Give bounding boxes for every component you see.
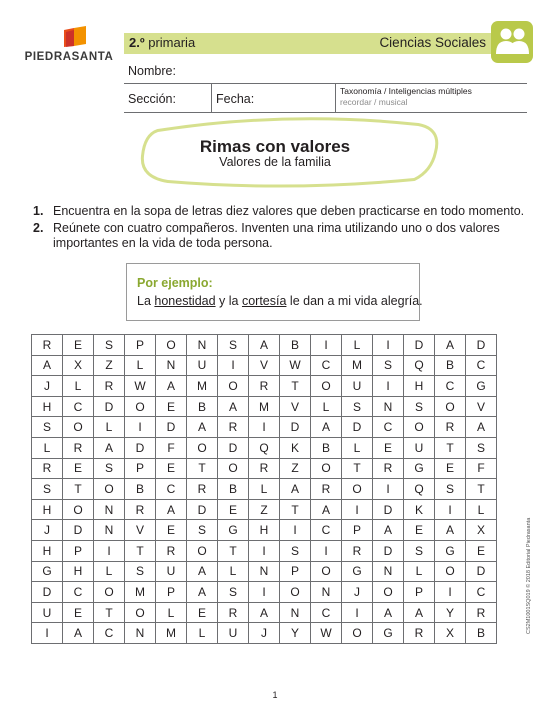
grid-cell[interactable]: R (32, 335, 63, 356)
example-value-2: cortesía (241, 294, 287, 308)
grid-cell[interactable]: U (187, 355, 218, 376)
grid-cell[interactable]: G (342, 561, 373, 582)
grid-cell[interactable]: U (32, 602, 63, 623)
grid-cell[interactable]: O (311, 458, 342, 479)
grid-cell[interactable]: C (311, 355, 342, 376)
example-heading: Por ejemplo: (137, 276, 213, 290)
grid-cell[interactable]: V (125, 520, 156, 541)
word-search-grid[interactable] (31, 334, 497, 644)
grid-cell[interactable]: N (125, 623, 156, 644)
example-sentence: La honestidad y la cortesía le dan a mi vida alegría. (137, 294, 423, 308)
divider (211, 84, 212, 112)
grid-cell[interactable]: O (94, 582, 125, 603)
grid-cell[interactable]: Q (404, 355, 435, 376)
grid-cell[interactable]: A (249, 602, 280, 623)
grid-cell[interactable]: I (435, 582, 466, 603)
example-value-1: honestidad (154, 294, 216, 308)
grid-cell[interactable]: D (373, 499, 404, 520)
grid-cell[interactable]: R (311, 479, 342, 500)
grid-cell[interactable]: A (187, 417, 218, 438)
grid-cell[interactable]: M (125, 582, 156, 603)
grid-cell[interactable]: L (466, 499, 497, 520)
grid-cell[interactable]: B (218, 479, 249, 500)
grid-cell[interactable]: D (218, 437, 249, 458)
instruction-2: 2. Reúnete con cuatro compañeros. Inventen una rima utilizando uno o dos valores (33, 221, 500, 235)
grid-cell[interactable]: M (342, 355, 373, 376)
grid-cell[interactable]: T (435, 437, 466, 458)
grid-cell[interactable]: I (94, 540, 125, 561)
grid-cell[interactable]: N (156, 355, 187, 376)
grid-cell[interactable]: A (218, 396, 249, 417)
grid-cell[interactable]: E (63, 458, 94, 479)
divider (335, 84, 336, 112)
grid-cell[interactable]: L (218, 561, 249, 582)
grid-cell[interactable]: R (218, 602, 249, 623)
grid-cell[interactable]: F (156, 437, 187, 458)
grid-cell[interactable]: R (435, 417, 466, 438)
grid-cell[interactable]: T (466, 479, 497, 500)
grid-cell[interactable]: A (435, 520, 466, 541)
grid-cell[interactable]: L (94, 561, 125, 582)
grid-cell[interactable]: R (249, 376, 280, 397)
grid-cell[interactable]: M (156, 623, 187, 644)
grid-cell[interactable]: S (94, 335, 125, 356)
book-logo-icon (62, 26, 88, 48)
grid-cell[interactable]: V (466, 396, 497, 417)
grid-cell[interactable]: A (311, 417, 342, 438)
grid-cell[interactable]: I (280, 520, 311, 541)
grid-cell[interactable]: K (404, 499, 435, 520)
grid-cell[interactable]: P (156, 582, 187, 603)
grid-cell[interactable]: T (280, 376, 311, 397)
grid-cell[interactable]: S (466, 437, 497, 458)
grid-cell[interactable]: R (404, 623, 435, 644)
grid-cell[interactable]: Z (280, 458, 311, 479)
grid-cell[interactable]: X (466, 520, 497, 541)
grid-cell[interactable]: O (218, 458, 249, 479)
grid-cell[interactable]: I (311, 540, 342, 561)
grid-cell[interactable]: A (404, 602, 435, 623)
grid-cell[interactable]: O (435, 396, 466, 417)
grid-row (32, 561, 497, 582)
grid-cell[interactable]: S (342, 396, 373, 417)
fecha-label: Fecha: (216, 92, 255, 106)
grid-cell[interactable]: J (32, 520, 63, 541)
grid-cell[interactable]: R (32, 458, 63, 479)
grid-cell[interactable]: C (94, 623, 125, 644)
grid-cell[interactable]: I (249, 540, 280, 561)
seccion-label: Sección: (128, 92, 176, 106)
grid-cell[interactable]: L (32, 437, 63, 458)
grid-cell[interactable]: D (125, 437, 156, 458)
grid-cell[interactable]: S (32, 479, 63, 500)
grid-cell[interactable]: I (342, 602, 373, 623)
grid-cell[interactable]: N (373, 561, 404, 582)
instruction-2-cont: importantes en la vida de toda persona. (53, 236, 273, 250)
grid-cell[interactable]: E (156, 396, 187, 417)
grid-cell[interactable]: N (280, 602, 311, 623)
taxonomy-values: recordar / musical (340, 97, 408, 107)
grid-cell[interactable]: Z (94, 355, 125, 376)
grid-cell[interactable]: A (156, 376, 187, 397)
grid-row (32, 540, 497, 561)
grid-cell[interactable]: N (187, 335, 218, 356)
grade-label: 2.º primaria (129, 35, 196, 50)
grid-cell[interactable]: D (466, 561, 497, 582)
grid-cell[interactable]: O (63, 499, 94, 520)
grid-cell[interactable]: S (404, 396, 435, 417)
grid-cell[interactable]: N (94, 520, 125, 541)
grid-cell[interactable]: A (187, 582, 218, 603)
grid-cell[interactable]: D (342, 417, 373, 438)
grid-cell[interactable]: O (342, 623, 373, 644)
grid-cell[interactable]: O (404, 417, 435, 438)
grid-cell[interactable]: I (373, 335, 404, 356)
nombre-label: Nombre: (128, 64, 176, 78)
grid-cell[interactable]: G (218, 520, 249, 541)
grid-cell[interactable]: A (32, 355, 63, 376)
grid-cell[interactable]: H (32, 540, 63, 561)
grid-cell[interactable]: M (249, 396, 280, 417)
grid-cell[interactable]: J (342, 582, 373, 603)
grid-cell[interactable]: H (32, 396, 63, 417)
grid-cell[interactable]: B (311, 437, 342, 458)
grid-row (32, 479, 497, 500)
page-title: Rimas con valores (199, 137, 351, 156)
grid-cell[interactable]: F (466, 458, 497, 479)
grid-cell[interactable]: B (125, 479, 156, 500)
grid-cell[interactable]: E (187, 602, 218, 623)
grid-cell[interactable]: V (280, 396, 311, 417)
grid-cell[interactable]: R (218, 417, 249, 438)
page-number: 1 (272, 690, 278, 700)
grid-cell[interactable]: W (125, 376, 156, 397)
grid-cell[interactable]: R (63, 437, 94, 458)
grid-cell[interactable]: E (156, 520, 187, 541)
grid-cell[interactable]: A (373, 520, 404, 541)
grid-cell[interactable]: Q (404, 479, 435, 500)
grid-cell[interactable]: J (249, 623, 280, 644)
grid-cell[interactable]: I (373, 376, 404, 397)
grid-cell[interactable]: O (94, 479, 125, 500)
grid-row (32, 458, 497, 479)
grid-cell[interactable]: T (63, 479, 94, 500)
grid-cell[interactable]: B (187, 396, 218, 417)
grid-cell[interactable]: I (311, 335, 342, 356)
grid-cell[interactable]: R (249, 458, 280, 479)
grid-cell[interactable]: N (373, 396, 404, 417)
grid-cell[interactable]: I (249, 417, 280, 438)
grid-cell[interactable]: W (280, 355, 311, 376)
grid-cell[interactable]: S (32, 417, 63, 438)
grid-cell[interactable]: I (342, 499, 373, 520)
grid-cell[interactable]: O (187, 437, 218, 458)
grid-cell[interactable]: S (125, 561, 156, 582)
grid-cell[interactable]: T (218, 540, 249, 561)
document-code: CS2M1001SQ019 © 2018 Editorial Piedrasanta (526, 517, 532, 634)
grid-cell[interactable]: N (94, 499, 125, 520)
page-subtitle: Valores de la familia (219, 155, 331, 169)
grid-cell[interactable]: E (466, 540, 497, 561)
grid-cell[interactable]: R (373, 458, 404, 479)
grid-cell[interactable]: A (373, 602, 404, 623)
grid-cell[interactable]: S (218, 335, 249, 356)
grid-cell[interactable]: E (63, 602, 94, 623)
grid-row (32, 335, 497, 356)
grid-cell[interactable]: D (32, 582, 63, 603)
grid-cell[interactable]: D (156, 417, 187, 438)
grid-cell[interactable]: S (280, 540, 311, 561)
grid-cell[interactable]: D (404, 335, 435, 356)
grid-cell[interactable]: Y (435, 602, 466, 623)
grid-cell[interactable]: P (280, 561, 311, 582)
grid-cell[interactable]: L (156, 602, 187, 623)
grid-cell[interactable]: D (94, 396, 125, 417)
grid-cell[interactable]: E (218, 499, 249, 520)
grid-cell[interactable]: L (94, 417, 125, 438)
grid-cell[interactable]: K (280, 437, 311, 458)
grid-cell[interactable]: A (249, 335, 280, 356)
grid-cell[interactable]: O (63, 417, 94, 438)
grid-cell[interactable]: L (249, 479, 280, 500)
grid-cell[interactable]: P (125, 458, 156, 479)
grid-row (32, 376, 497, 397)
grid-cell[interactable]: D (373, 540, 404, 561)
grid-cell[interactable]: C (435, 376, 466, 397)
grid-cell[interactable]: A (435, 335, 466, 356)
nombre-line[interactable] (124, 83, 527, 84)
grid-cell[interactable]: R (125, 499, 156, 520)
grid-cell[interactable]: O (311, 561, 342, 582)
grid-cell[interactable]: O (280, 582, 311, 603)
people-icon (491, 21, 533, 63)
grid-cell[interactable]: I (218, 355, 249, 376)
grid-cell[interactable]: S (187, 520, 218, 541)
grid-cell[interactable]: E (404, 520, 435, 541)
grid-cell[interactable]: H (32, 499, 63, 520)
grid-cell[interactable]: D (466, 335, 497, 356)
grid-cell[interactable]: P (63, 540, 94, 561)
subject-label: Ciencias Sociales (379, 35, 486, 50)
grid-cell[interactable]: H (249, 520, 280, 541)
grid-cell[interactable]: O (125, 396, 156, 417)
grid-cell[interactable]: C (311, 520, 342, 541)
grid-cell[interactable]: A (94, 437, 125, 458)
grid-cell[interactable]: G (373, 623, 404, 644)
grid-cell[interactable]: X (63, 355, 94, 376)
grid-cell[interactable]: L (125, 355, 156, 376)
grid-cell[interactable]: L (187, 623, 218, 644)
grid-cell[interactable]: M (187, 376, 218, 397)
grade-subject-bar (124, 33, 492, 54)
grid-cell[interactable]: S (435, 479, 466, 500)
grid-cell[interactable]: U (342, 376, 373, 397)
taxonomy-label: Taxonomía / Inteligencias múltiples (340, 86, 472, 96)
grid-cell[interactable]: O (218, 376, 249, 397)
grid-cell[interactable]: L (342, 335, 373, 356)
grid-cell[interactable]: C (466, 355, 497, 376)
grid-cell[interactable]: T (342, 458, 373, 479)
grid-cell[interactable]: P (342, 520, 373, 541)
grid-cell[interactable]: A (280, 479, 311, 500)
grid-cell[interactable]: U (156, 561, 187, 582)
grid-cell[interactable]: E (373, 437, 404, 458)
grid-cell[interactable]: O (311, 376, 342, 397)
grid-cell[interactable]: J (32, 376, 63, 397)
grid-cell[interactable]: C (63, 582, 94, 603)
grid-cell[interactable]: T (94, 602, 125, 623)
grid-cell[interactable]: L (311, 396, 342, 417)
grid-cell[interactable]: B (280, 335, 311, 356)
grid-cell[interactable]: B (466, 623, 497, 644)
grid-cell[interactable]: G (404, 458, 435, 479)
grid-cell[interactable]: I (125, 417, 156, 438)
grid-cell[interactable]: T (125, 540, 156, 561)
grid-cell[interactable]: R (94, 376, 125, 397)
publisher-logo (19, 26, 119, 71)
grid-cell[interactable]: O (342, 479, 373, 500)
grid-cell[interactable]: I (435, 499, 466, 520)
grid-cell[interactable]: A (156, 499, 187, 520)
grid-cell[interactable]: Z (249, 499, 280, 520)
grid-cell[interactable]: C (63, 396, 94, 417)
grid-cell[interactable]: R (342, 540, 373, 561)
grid-cell[interactable]: T (187, 458, 218, 479)
grid-cell[interactable]: W (311, 623, 342, 644)
grid-cell[interactable]: C (373, 417, 404, 438)
publisher-name: PIEDRASANTA (24, 51, 114, 63)
grid-row (32, 355, 497, 376)
grid-cell[interactable]: A (311, 499, 342, 520)
grid-row (32, 396, 497, 417)
grid-row (32, 623, 497, 644)
grid-cell[interactable]: A (63, 623, 94, 644)
grid-cell[interactable]: O (156, 335, 187, 356)
grid-cell[interactable]: E (435, 458, 466, 479)
grid-cell[interactable]: O (187, 540, 218, 561)
grid-cell[interactable]: Y (280, 623, 311, 644)
grid-cell[interactable]: H (404, 376, 435, 397)
grid-cell[interactable]: N (249, 561, 280, 582)
grid-cell[interactable]: L (63, 376, 94, 397)
grid-cell[interactable]: Q (249, 437, 280, 458)
grid-cell[interactable]: G (466, 376, 497, 397)
grid-cell[interactable]: A (187, 561, 218, 582)
grid-row (32, 602, 497, 623)
grid-cell[interactable]: I (32, 623, 63, 644)
example-box (126, 263, 423, 321)
grid-cell[interactable]: E (156, 458, 187, 479)
grid-cell[interactable]: L (342, 437, 373, 458)
grid-cell[interactable]: I (249, 582, 280, 603)
grid-cell[interactable]: E (63, 335, 94, 356)
grid-cell[interactable]: R (466, 602, 497, 623)
grid-cell[interactable]: S (373, 355, 404, 376)
grid-cell[interactable]: S (404, 540, 435, 561)
grid-row (32, 582, 497, 603)
grid-row (32, 437, 497, 458)
grid-cell[interactable]: G (32, 561, 63, 582)
grid-cell[interactable]: P (404, 582, 435, 603)
grid-cell[interactable]: N (311, 582, 342, 603)
grid-cell[interactable]: I (373, 479, 404, 500)
grid-cell[interactable]: H (63, 561, 94, 582)
grid-cell[interactable]: P (125, 335, 156, 356)
grid-cell[interactable]: V (249, 355, 280, 376)
grid-row (32, 499, 497, 520)
grid-cell[interactable]: R (187, 479, 218, 500)
grid-cell[interactable]: G (435, 540, 466, 561)
grid-cell[interactable]: C (466, 582, 497, 603)
grid-cell[interactable]: L (404, 561, 435, 582)
grid-cell[interactable]: R (156, 540, 187, 561)
grid-row (32, 417, 497, 438)
grid-cell[interactable]: X (435, 623, 466, 644)
grid-cell[interactable]: C (311, 602, 342, 623)
grid-cell[interactable]: U (218, 623, 249, 644)
grid-cell[interactable]: A (466, 417, 497, 438)
grid-cell[interactable]: C (156, 479, 187, 500)
grid-cell[interactable]: U (404, 437, 435, 458)
grid-cell[interactable]: D (187, 499, 218, 520)
grid-cell[interactable]: S (94, 458, 125, 479)
grid-cell[interactable]: D (63, 520, 94, 541)
grid-cell[interactable]: T (280, 499, 311, 520)
grid-row (32, 520, 497, 541)
instruction-1: 1. Encuentra en la sopa de letras diez valores que deben practicarse en todo momento. (33, 204, 525, 218)
grid-cell[interactable]: B (435, 355, 466, 376)
grid-cell[interactable]: O (373, 582, 404, 603)
grid-cell[interactable]: O (125, 602, 156, 623)
grid-cell[interactable]: O (435, 561, 466, 582)
grid-cell[interactable]: D (280, 417, 311, 438)
grid-cell[interactable]: S (218, 582, 249, 603)
